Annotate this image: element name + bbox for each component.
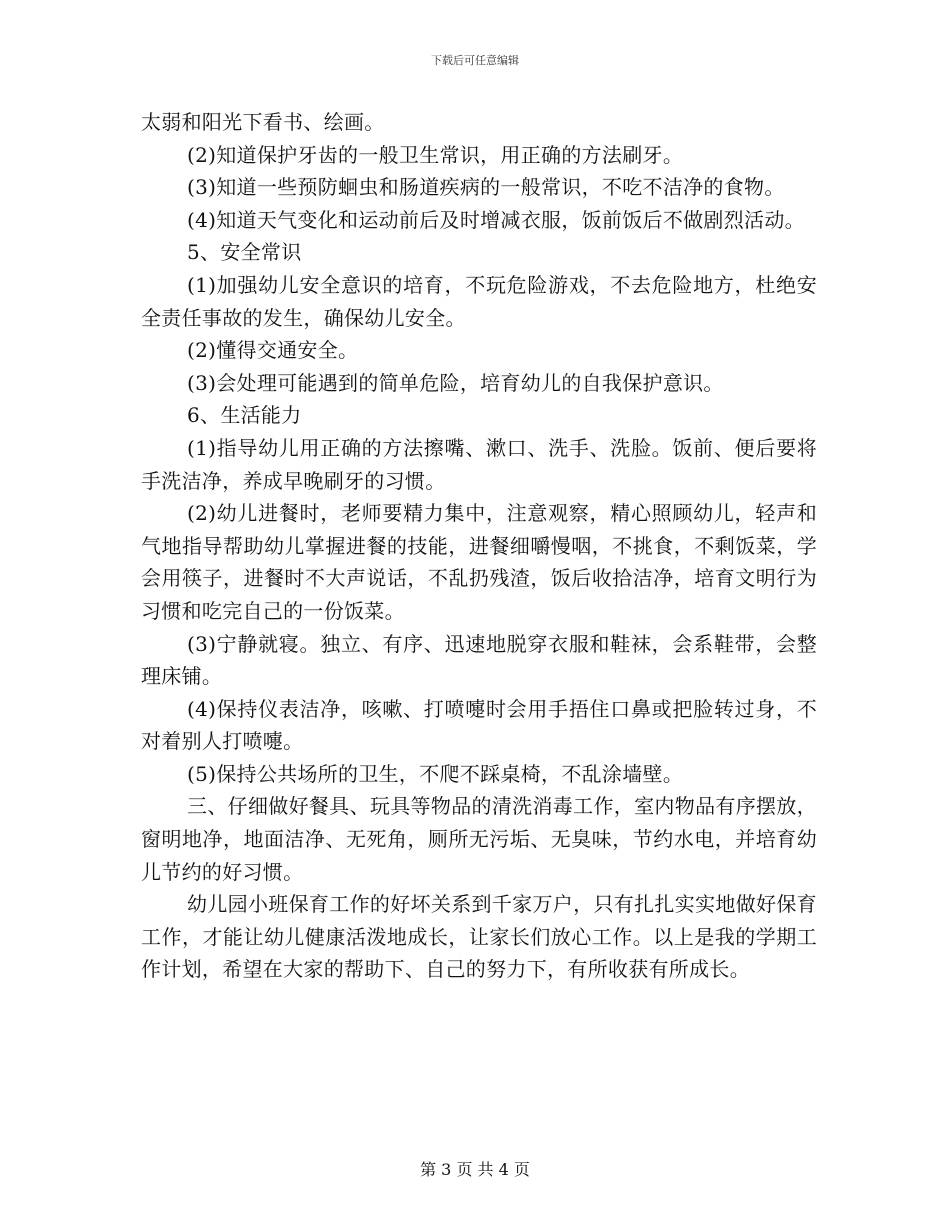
paragraph: 幼儿园小班保育工作的好坏关系到千家万户，只有扎扎实实地做好保育工作，才能让幼儿健康活泼地成长，让家长们放心工作。以上是我的学期工作计划，希望在大家的帮助下、自己的努力下，有所收获有所成长。	[141, 892, 817, 982]
paragraph: (2)幼儿进餐时，老师要精力集中，注意观察，精心照顾幼儿，轻声和气地指导帮助幼儿掌握进餐的技能，进餐细嚼慢咽，不挑食，不剩饭菜，学会用筷子，进餐时不大声说话，不乱扔残渣，饭后收拾洁净，培育文明行为习惯和吃完自己的一份饭菜。	[141, 501, 817, 623]
paragraph: (2)知道保护牙齿的一般卫生常识，用正确的方法刷牙。	[187, 142, 684, 167]
page-footer: 第 3 页 共 4 页	[420, 1160, 530, 1179]
paragraph: (3)宁静就寝。独立、有序、迅速地脱穿衣服和鞋袜，会系鞋带，会整理床铺。	[141, 631, 817, 689]
paragraph: (2)懂得交通安全。	[187, 338, 359, 363]
paragraph: (3)会处理可能遇到的简单危险，培育幼儿的自我保护意识。	[187, 370, 724, 395]
paragraph: 三、仔细做好餐具、玩具等物品的清洗消毒工作，室内物品有序摆放，窗明地净，地面洁净、无死角，厕所无污垢、无臭味，节约水电，并培育幼儿节约的好习惯。	[141, 794, 817, 884]
paragraph: 太弱和阳光下看书、绘画。	[141, 110, 385, 134]
paragraph: (1)加强幼儿安全意识的培育，不玩危险游戏，不去危险地方，杜绝安全责任事故的发生，确保幼儿安全。	[141, 272, 817, 330]
paragraph: (3)知道一些预防蛔虫和肠道疾病的一般常识，不吃不洁净的食物。	[187, 175, 785, 200]
page-header: 下载后可任意编辑	[431, 54, 519, 67]
section-heading: 6、生活能力	[187, 403, 302, 428]
paragraph: (4)知道天气变化和运动前后及时增减衣服，饭前饭后不做剧烈活动。	[187, 207, 805, 232]
paragraph: (5)保持公共场所的卫生，不爬不踩桌椅，不乱涂墙壁。	[187, 761, 684, 786]
paragraph: (4)保持仪表洁净，咳嗽、打喷嚏时会用手捂住口鼻或把脸转过身，不对着别人打喷嚏。	[141, 696, 817, 754]
document-body	[141, 106, 817, 986]
section-heading: 5、安全常识	[187, 240, 302, 265]
paragraph: (1)指导幼儿用正确的方法擦嘴、漱口、洗手、洗脸。饭前、便后要将手洗洁净，养成早晚刷牙的习惯。	[141, 435, 817, 493]
